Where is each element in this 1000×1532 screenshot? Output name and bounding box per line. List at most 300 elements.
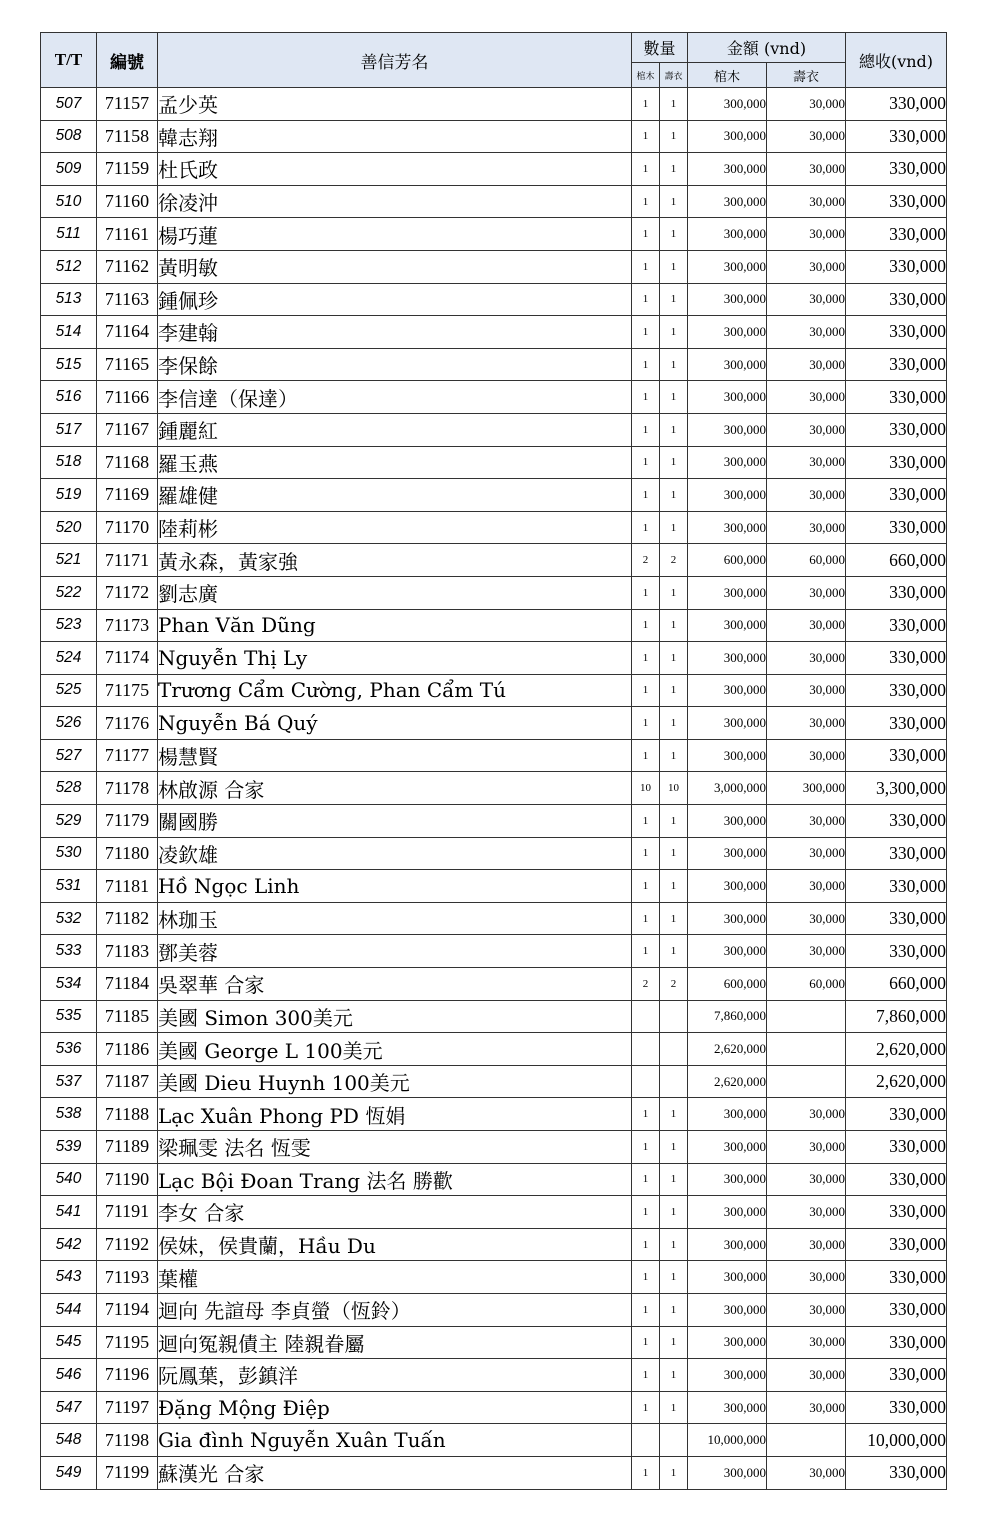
row-donor-name: 林啟源 合家 xyxy=(158,772,632,805)
table-row xyxy=(41,348,947,381)
table-row xyxy=(41,1131,947,1164)
row-qty-robe: 1 xyxy=(660,250,688,283)
row-qty-robe: 1 xyxy=(660,153,688,186)
row-qty-robe: 1 xyxy=(660,1228,688,1261)
row-donor-name: 楊巧蓮 xyxy=(158,218,632,251)
row-amt-robe: 30,000 xyxy=(767,805,846,838)
row-donor-name: 蘇漢光 合家 xyxy=(158,1456,632,1489)
row-index: 532 xyxy=(41,902,97,935)
row-amt-robe: 30,000 xyxy=(767,218,846,251)
row-amt-coffin: 300,000 xyxy=(688,1326,767,1359)
row-number: 71177 xyxy=(97,739,158,772)
row-qty-coffin: 1 xyxy=(632,576,660,609)
row-index: 545 xyxy=(41,1326,97,1359)
table-row xyxy=(41,609,947,642)
table-row xyxy=(41,185,947,218)
table-row xyxy=(41,576,947,609)
row-amt-robe: 30,000 xyxy=(767,935,846,968)
row-qty-coffin: 2 xyxy=(632,968,660,1001)
table-row xyxy=(41,1326,947,1359)
row-number: 71188 xyxy=(97,1098,158,1131)
row-qty-robe: 1 xyxy=(660,805,688,838)
table-row xyxy=(41,642,947,675)
row-amt-coffin: 300,000 xyxy=(688,805,767,838)
row-amt-robe: 30,000 xyxy=(767,902,846,935)
row-index: 537 xyxy=(41,1065,97,1098)
row-total: 330,000 xyxy=(846,609,947,642)
row-qty-coffin: 1 xyxy=(632,413,660,446)
row-number: 71194 xyxy=(97,1293,158,1326)
row-qty-robe: 1 xyxy=(660,739,688,772)
row-amt-robe: 30,000 xyxy=(767,446,846,479)
row-total: 7,860,000 xyxy=(846,1000,947,1033)
row-qty-coffin: 1 xyxy=(632,935,660,968)
row-donor-name: 羅雄健 xyxy=(158,479,632,512)
row-qty-coffin: 1 xyxy=(632,348,660,381)
row-total: 330,000 xyxy=(846,1228,947,1261)
row-number: 71182 xyxy=(97,902,158,935)
row-number: 71183 xyxy=(97,935,158,968)
row-qty-coffin xyxy=(632,1065,660,1098)
row-donor-name: 葉權 xyxy=(158,1261,632,1294)
row-qty-coffin: 1 xyxy=(632,642,660,675)
table-row xyxy=(41,153,947,186)
table-row xyxy=(41,250,947,283)
row-qty-coffin: 1 xyxy=(632,1456,660,1489)
row-qty-robe: 1 xyxy=(660,446,688,479)
table-row xyxy=(41,805,947,838)
table-row xyxy=(41,316,947,349)
row-amt-robe: 30,000 xyxy=(767,413,846,446)
row-index: 549 xyxy=(41,1456,97,1489)
table-row xyxy=(41,1293,947,1326)
table-body xyxy=(41,88,947,1490)
table-row xyxy=(41,446,947,479)
table-row xyxy=(41,1033,947,1066)
row-index: 523 xyxy=(41,609,97,642)
row-total: 330,000 xyxy=(846,902,947,935)
row-number: 71169 xyxy=(97,479,158,512)
row-amt-coffin: 300,000 xyxy=(688,1391,767,1424)
row-qty-coffin: 1 xyxy=(632,805,660,838)
row-index: 548 xyxy=(41,1424,97,1457)
row-number: 71170 xyxy=(97,511,158,544)
row-qty-robe: 1 xyxy=(660,674,688,707)
table-row xyxy=(41,283,947,316)
row-donor-name: 李女 合家 xyxy=(158,1196,632,1229)
row-index: 508 xyxy=(41,120,97,153)
row-number: 71174 xyxy=(97,642,158,675)
row-index: 522 xyxy=(41,576,97,609)
row-amt-coffin: 300,000 xyxy=(688,120,767,153)
row-amt-robe: 30,000 xyxy=(767,283,846,316)
row-amt-coffin: 300,000 xyxy=(688,446,767,479)
row-donor-name: 梁珮雯 法名 恆雯 xyxy=(158,1131,632,1164)
row-donor-name: Đặng Mộng Điệp xyxy=(158,1391,632,1424)
row-amt-coffin: 300,000 xyxy=(688,348,767,381)
table-row xyxy=(41,1163,947,1196)
table-row xyxy=(41,707,947,740)
row-qty-robe xyxy=(660,1033,688,1066)
row-amt-robe: 30,000 xyxy=(767,1391,846,1424)
row-qty-coffin xyxy=(632,1424,660,1457)
row-total: 330,000 xyxy=(846,1131,947,1164)
row-qty-robe: 1 xyxy=(660,837,688,870)
row-amt-coffin: 300,000 xyxy=(688,837,767,870)
row-qty-coffin xyxy=(632,1000,660,1033)
row-qty-robe: 2 xyxy=(660,544,688,577)
row-amt-robe: 30,000 xyxy=(767,674,846,707)
row-index: 518 xyxy=(41,446,97,479)
table-row xyxy=(41,1359,947,1392)
row-total: 330,000 xyxy=(846,1456,947,1489)
row-number: 71185 xyxy=(97,1000,158,1033)
row-total: 330,000 xyxy=(846,674,947,707)
row-qty-robe: 1 xyxy=(660,381,688,414)
row-amt-coffin: 2,620,000 xyxy=(688,1033,767,1066)
row-donor-name: 阮鳳葉，彭鎮洋 xyxy=(158,1359,632,1392)
table-row xyxy=(41,381,947,414)
row-donor-name: Hồ Ngọc Linh xyxy=(158,870,632,903)
header-amt-coffin: 棺木 xyxy=(688,63,767,88)
row-number: 71161 xyxy=(97,218,158,251)
row-donor-name: Lạc Bội Đoan Trang 法名 勝歡 xyxy=(158,1163,632,1196)
row-qty-coffin: 1 xyxy=(632,609,660,642)
row-amt-robe: 60,000 xyxy=(767,544,846,577)
row-number: 71186 xyxy=(97,1033,158,1066)
row-number: 71157 xyxy=(97,88,158,121)
row-amt-robe xyxy=(767,1424,846,1457)
row-total: 330,000 xyxy=(846,1163,947,1196)
row-number: 71195 xyxy=(97,1326,158,1359)
row-index: 513 xyxy=(41,283,97,316)
row-amt-robe: 30,000 xyxy=(767,120,846,153)
row-index: 528 xyxy=(41,772,97,805)
row-qty-robe: 1 xyxy=(660,1131,688,1164)
row-qty-coffin: 1 xyxy=(632,1261,660,1294)
table-row xyxy=(41,1065,947,1098)
row-number: 71168 xyxy=(97,446,158,479)
row-qty-coffin: 1 xyxy=(632,88,660,121)
row-index: 544 xyxy=(41,1293,97,1326)
row-number: 71163 xyxy=(97,283,158,316)
row-total: 660,000 xyxy=(846,544,947,577)
table-row xyxy=(41,837,947,870)
row-number: 71187 xyxy=(97,1065,158,1098)
row-amt-coffin: 300,000 xyxy=(688,1131,767,1164)
row-amt-robe: 30,000 xyxy=(767,707,846,740)
row-donor-name: Lạc Xuân Phong PD 恆娟 xyxy=(158,1098,632,1131)
row-total: 330,000 xyxy=(846,511,947,544)
row-qty-coffin: 1 xyxy=(632,707,660,740)
row-amt-coffin: 300,000 xyxy=(688,283,767,316)
row-number: 71159 xyxy=(97,153,158,186)
row-amt-robe: 30,000 xyxy=(767,88,846,121)
row-number: 71198 xyxy=(97,1424,158,1457)
row-donor-name: 林珈玉 xyxy=(158,902,632,935)
row-qty-robe: 1 xyxy=(660,1293,688,1326)
row-qty-robe: 1 xyxy=(660,316,688,349)
row-number: 71165 xyxy=(97,348,158,381)
row-amt-coffin: 300,000 xyxy=(688,1196,767,1229)
row-donor-name: 黃明敏 xyxy=(158,250,632,283)
row-amt-coffin: 300,000 xyxy=(688,1261,767,1294)
row-total: 330,000 xyxy=(846,120,947,153)
row-amt-coffin: 300,000 xyxy=(688,511,767,544)
row-amt-coffin: 300,000 xyxy=(688,1456,767,1489)
row-donor-name: 美國 Dieu Huynh 100美元 xyxy=(158,1065,632,1098)
row-amt-coffin: 2,620,000 xyxy=(688,1065,767,1098)
row-qty-coffin xyxy=(632,1033,660,1066)
row-index: 539 xyxy=(41,1131,97,1164)
row-amt-robe: 30,000 xyxy=(767,153,846,186)
row-qty-coffin: 1 xyxy=(632,1163,660,1196)
row-index: 520 xyxy=(41,511,97,544)
header-qty-robe: 壽衣 xyxy=(660,63,688,88)
row-qty-coffin: 1 xyxy=(632,446,660,479)
row-amt-coffin: 300,000 xyxy=(688,902,767,935)
row-qty-robe: 1 xyxy=(660,88,688,121)
row-total: 330,000 xyxy=(846,642,947,675)
row-index: 514 xyxy=(41,316,97,349)
row-qty-robe: 1 xyxy=(660,935,688,968)
row-qty-coffin: 1 xyxy=(632,250,660,283)
table-row xyxy=(41,1228,947,1261)
row-total: 330,000 xyxy=(846,1196,947,1229)
row-total: 330,000 xyxy=(846,381,947,414)
row-total: 330,000 xyxy=(846,1098,947,1131)
row-index: 530 xyxy=(41,837,97,870)
row-qty-robe: 1 xyxy=(660,218,688,251)
row-qty-coffin: 1 xyxy=(632,870,660,903)
table-row xyxy=(41,413,947,446)
row-number: 71190 xyxy=(97,1163,158,1196)
row-index: 515 xyxy=(41,348,97,381)
table-row xyxy=(41,870,947,903)
row-qty-robe: 1 xyxy=(660,576,688,609)
header-number: 編號 xyxy=(97,33,158,88)
row-total: 330,000 xyxy=(846,805,947,838)
row-amt-robe: 30,000 xyxy=(767,1261,846,1294)
table-row xyxy=(41,1456,947,1489)
row-number: 71160 xyxy=(97,185,158,218)
row-total: 330,000 xyxy=(846,316,947,349)
row-index: 546 xyxy=(41,1359,97,1392)
row-amt-robe: 30,000 xyxy=(767,1359,846,1392)
row-number: 71191 xyxy=(97,1196,158,1229)
row-number: 71178 xyxy=(97,772,158,805)
row-donor-name: 關國勝 xyxy=(158,805,632,838)
row-donor-name: Trương Cẩm Cường, Phan Cẩm Tú xyxy=(158,674,632,707)
row-donor-name: 李保餘 xyxy=(158,348,632,381)
header-amount: 金額 (vnd) xyxy=(688,33,846,63)
row-amt-robe: 30,000 xyxy=(767,1326,846,1359)
row-qty-robe: 1 xyxy=(660,1098,688,1131)
row-amt-robe: 30,000 xyxy=(767,1293,846,1326)
row-amt-coffin: 300,000 xyxy=(688,935,767,968)
table-row xyxy=(41,1196,947,1229)
row-index: 519 xyxy=(41,479,97,512)
row-qty-coffin: 1 xyxy=(632,902,660,935)
header-qty-coffin: 棺木 xyxy=(632,63,660,88)
row-total: 330,000 xyxy=(846,250,947,283)
row-qty-coffin: 1 xyxy=(632,381,660,414)
row-donor-name: 鍾麗紅 xyxy=(158,413,632,446)
row-total: 330,000 xyxy=(846,479,947,512)
row-amt-coffin: 300,000 xyxy=(688,739,767,772)
row-number: 71193 xyxy=(97,1261,158,1294)
row-amt-robe: 30,000 xyxy=(767,479,846,512)
row-index: 512 xyxy=(41,250,97,283)
row-total: 330,000 xyxy=(846,218,947,251)
table-row xyxy=(41,511,947,544)
row-donor-name: 韓志翔 xyxy=(158,120,632,153)
row-total: 330,000 xyxy=(846,446,947,479)
table-row xyxy=(41,1261,947,1294)
row-qty-coffin: 1 xyxy=(632,153,660,186)
row-amt-robe: 300,000 xyxy=(767,772,846,805)
row-number: 71181 xyxy=(97,870,158,903)
row-qty-robe: 1 xyxy=(660,479,688,512)
row-amt-coffin: 300,000 xyxy=(688,413,767,446)
row-amt-coffin: 10,000,000 xyxy=(688,1424,767,1457)
row-donor-name: 劉志廣 xyxy=(158,576,632,609)
table-row xyxy=(41,1000,947,1033)
row-qty-robe: 1 xyxy=(660,1456,688,1489)
row-number: 71196 xyxy=(97,1359,158,1392)
row-donor-name: Gia đình Nguyễn Xuân Tuấn xyxy=(158,1424,632,1457)
row-total: 330,000 xyxy=(846,935,947,968)
row-amt-coffin: 600,000 xyxy=(688,544,767,577)
row-qty-robe: 2 xyxy=(660,968,688,1001)
row-total: 330,000 xyxy=(846,1293,947,1326)
row-qty-coffin: 1 xyxy=(632,185,660,218)
row-donor-name: 李信達（保達） xyxy=(158,381,632,414)
row-total: 330,000 xyxy=(846,413,947,446)
row-amt-coffin: 300,000 xyxy=(688,1359,767,1392)
row-donor-name: 羅玉燕 xyxy=(158,446,632,479)
row-qty-robe: 1 xyxy=(660,348,688,381)
header-quantity: 數量 xyxy=(632,33,688,63)
row-amt-coffin: 300,000 xyxy=(688,1228,767,1261)
row-total: 330,000 xyxy=(846,348,947,381)
row-donor-name: 美國 George L 100美元 xyxy=(158,1033,632,1066)
row-total: 330,000 xyxy=(846,88,947,121)
row-amt-robe: 60,000 xyxy=(767,968,846,1001)
row-donor-name: 陸莉彬 xyxy=(158,511,632,544)
row-amt-coffin: 300,000 xyxy=(688,185,767,218)
table-row xyxy=(41,935,947,968)
row-index: 542 xyxy=(41,1228,97,1261)
row-qty-robe xyxy=(660,1000,688,1033)
row-total: 330,000 xyxy=(846,185,947,218)
row-amt-robe xyxy=(767,1000,846,1033)
row-index: 510 xyxy=(41,185,97,218)
row-qty-coffin: 1 xyxy=(632,120,660,153)
header-amt-robe: 壽衣 xyxy=(767,63,846,88)
row-qty-coffin: 1 xyxy=(632,1293,660,1326)
row-qty-robe xyxy=(660,1065,688,1098)
row-index: 511 xyxy=(41,218,97,251)
row-amt-coffin: 300,000 xyxy=(688,870,767,903)
row-number: 71176 xyxy=(97,707,158,740)
row-amt-robe: 30,000 xyxy=(767,576,846,609)
row-amt-coffin: 300,000 xyxy=(688,707,767,740)
row-donor-name: 杜氏政 xyxy=(158,153,632,186)
row-amt-coffin: 600,000 xyxy=(688,968,767,1001)
row-amt-robe: 30,000 xyxy=(767,870,846,903)
row-amt-robe: 30,000 xyxy=(767,739,846,772)
row-qty-coffin: 1 xyxy=(632,1196,660,1229)
row-qty-robe: 10 xyxy=(660,772,688,805)
row-index: 527 xyxy=(41,739,97,772)
row-qty-coffin: 1 xyxy=(632,479,660,512)
row-index: 547 xyxy=(41,1391,97,1424)
row-number: 71175 xyxy=(97,674,158,707)
row-number: 71172 xyxy=(97,576,158,609)
row-donor-name: Nguyễn Bá Quý xyxy=(158,707,632,740)
row-amt-coffin: 300,000 xyxy=(688,1163,767,1196)
row-qty-coffin: 1 xyxy=(632,1098,660,1131)
row-donor-name: 孟少英 xyxy=(158,88,632,121)
row-amt-coffin: 300,000 xyxy=(688,576,767,609)
row-amt-robe: 30,000 xyxy=(767,1163,846,1196)
row-qty-robe: 1 xyxy=(660,1391,688,1424)
row-donor-name: 美國 Simon 300美元 xyxy=(158,1000,632,1033)
row-total: 330,000 xyxy=(846,837,947,870)
row-donor-name: 迴向 先諠母 李貞螢（恆鈴） xyxy=(158,1293,632,1326)
row-number: 71158 xyxy=(97,120,158,153)
row-number: 71173 xyxy=(97,609,158,642)
row-total: 330,000 xyxy=(846,870,947,903)
row-total: 330,000 xyxy=(846,707,947,740)
row-amt-robe: 30,000 xyxy=(767,1456,846,1489)
row-index: 533 xyxy=(41,935,97,968)
row-index: 541 xyxy=(41,1196,97,1229)
row-qty-robe: 1 xyxy=(660,185,688,218)
row-amt-robe xyxy=(767,1033,846,1066)
row-amt-coffin: 300,000 xyxy=(688,1098,767,1131)
table-row xyxy=(41,1098,947,1131)
row-amt-robe: 30,000 xyxy=(767,511,846,544)
row-total: 330,000 xyxy=(846,1391,947,1424)
row-amt-coffin: 7,860,000 xyxy=(688,1000,767,1033)
row-number: 71197 xyxy=(97,1391,158,1424)
row-qty-robe: 1 xyxy=(660,283,688,316)
row-qty-coffin: 1 xyxy=(632,218,660,251)
table-row xyxy=(41,772,947,805)
row-index: 529 xyxy=(41,805,97,838)
row-donor-name: 徐凌沖 xyxy=(158,185,632,218)
table-header xyxy=(41,33,947,88)
row-qty-robe: 1 xyxy=(660,1326,688,1359)
row-qty-coffin: 1 xyxy=(632,674,660,707)
row-qty-robe: 1 xyxy=(660,1261,688,1294)
header-donor-name: 善信芳名 xyxy=(158,33,632,88)
row-index: 538 xyxy=(41,1098,97,1131)
row-number: 71180 xyxy=(97,837,158,870)
row-qty-robe: 1 xyxy=(660,511,688,544)
row-qty-robe: 1 xyxy=(660,707,688,740)
row-qty-coffin: 1 xyxy=(632,739,660,772)
row-amt-coffin: 3,000,000 xyxy=(688,772,767,805)
donation-table xyxy=(40,32,947,1490)
row-qty-robe: 1 xyxy=(660,642,688,675)
row-amt-robe: 30,000 xyxy=(767,609,846,642)
row-qty-robe: 1 xyxy=(660,902,688,935)
row-amt-coffin: 300,000 xyxy=(688,1293,767,1326)
row-amt-robe xyxy=(767,1065,846,1098)
